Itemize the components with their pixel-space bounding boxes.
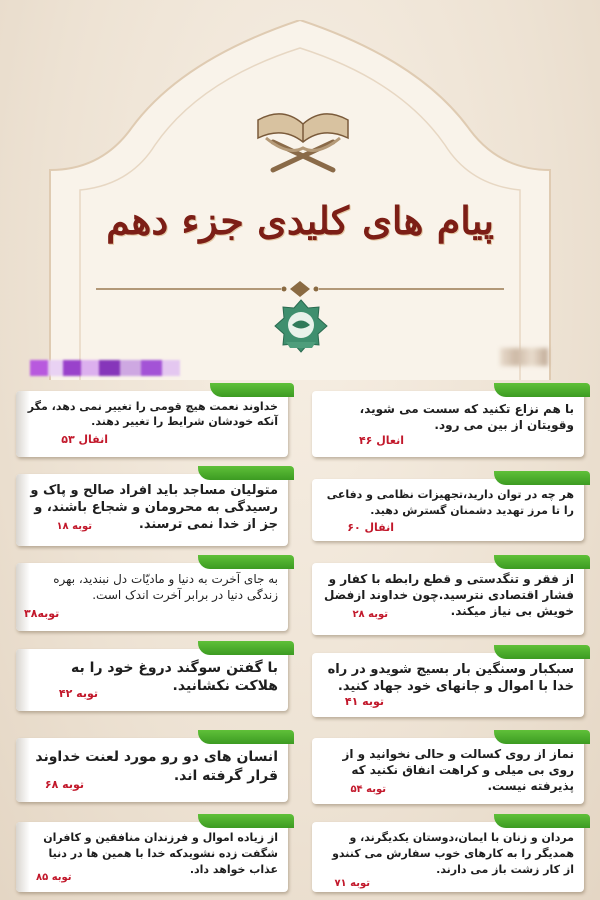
card-text: خداوند نعمت هیچ قومی را تغییر نمی دهد، مگر آنکه خودشان شرایط را تغییر دهند. [27, 400, 278, 428]
card-tab [198, 730, 294, 744]
card-reference: توبه ۴۲ [58, 687, 98, 700]
card-reference: انعال ۴۶ [358, 434, 404, 447]
blurred-watermark-right [500, 348, 548, 366]
emblem-logo-icon [272, 298, 330, 354]
card-reference: توبه۳۸ [24, 607, 60, 620]
card-message-9 [312, 738, 584, 804]
card-tab [494, 814, 590, 828]
card-tab [198, 641, 294, 655]
card-tab [494, 730, 590, 744]
card-text: از فقر و تنگدستی و قطع رابطه با کفار و فشار اقتصادی نترسید.چون خداوند ازفضل خویش بی نیاز میکند. [323, 572, 574, 618]
card-tab [494, 383, 590, 397]
card-reference: توبه ۱۸ [56, 521, 92, 532]
card-tab [494, 645, 590, 659]
card-text: سبکبار وسنگین بار بسیج شویدو در راه خدا با اموال و جانهای خود جهاد کنید. [327, 662, 574, 694]
card-tab [198, 555, 294, 569]
card-text: متولیان مساجد باید افراد صالح و پاک و رسیدگی به محرومان و شجاع باشند، و جز از خدا نمی ترسند. [30, 483, 278, 532]
card-reference: انفال ۶۰ [347, 521, 394, 534]
card-text: از زیاده اموال و فرزندان منافقین و کافران شگفت زده نشویدکه خدا با همین ها در دنیا عذاب خواهد داد. [43, 831, 278, 876]
card-reference: انفال ۵۳ [61, 433, 108, 446]
blurred-watermark-left [30, 360, 180, 376]
card-text: مردان و زنان با ایمان،دوستان یکدیگرند، و همدیگر را به کارهای خوب سفارش می کنندو از کار زشت باز می دارند. [332, 831, 574, 876]
card-message-11 [312, 822, 584, 892]
card-message-6 [16, 563, 288, 631]
card-message-1 [312, 391, 584, 457]
card-reference: توبه ۲۸ [352, 609, 388, 620]
card-message-8 [16, 649, 288, 711]
card-message-7 [312, 653, 584, 717]
card-tab [494, 555, 590, 569]
page-title: پیام های کلیدی جزء دهم [106, 198, 494, 243]
card-tab [198, 466, 294, 480]
card-message-2 [16, 391, 288, 457]
card-message-5 [312, 563, 584, 635]
card-message-12 [16, 822, 288, 892]
card-reference: توبه ۷۱ [334, 878, 370, 889]
card-tab [494, 471, 590, 485]
card-message-10 [16, 738, 288, 802]
card-reference: توبه ۴۱ [344, 695, 384, 708]
card-text: با گفتن سوگند دروغ خود را به هلاکت نکشانید. [71, 660, 278, 694]
card-tab [198, 814, 294, 828]
quran-stand-icon [248, 98, 358, 178]
card-text: هر چه در توان دارید،تجهیزات نظامی و دفاعی را تا مرز تهدید دشمنان گسترش دهید. [326, 488, 574, 517]
card-message-3 [312, 479, 584, 541]
card-tab [210, 383, 294, 397]
card-text: به جای آخرت به دنیا و مادیّات دل نبندید، بهره زندگی دنیا در برابر آخرت اندک است. [53, 572, 278, 602]
card-reference: توبه ۵۴ [350, 784, 386, 795]
ornament-divider [96, 281, 504, 297]
card-reference: توبه ۸۵ [36, 872, 72, 883]
card-message-4 [16, 474, 288, 546]
card-reference: توبه ۶۸ [44, 778, 84, 791]
card-text: انسان های دو رو مورد لعنت خداوند قرار گرفته اند. [35, 749, 278, 784]
card-text: با هم نزاع تکنید که سست می شوید، وقویتان از بین می رود. [359, 402, 574, 432]
card-text: نماز از روی کسالت و حالی نخوانید و از روی بی میلی و کراهت انفاق نکنید که پذیرفته نیست. [342, 747, 574, 793]
